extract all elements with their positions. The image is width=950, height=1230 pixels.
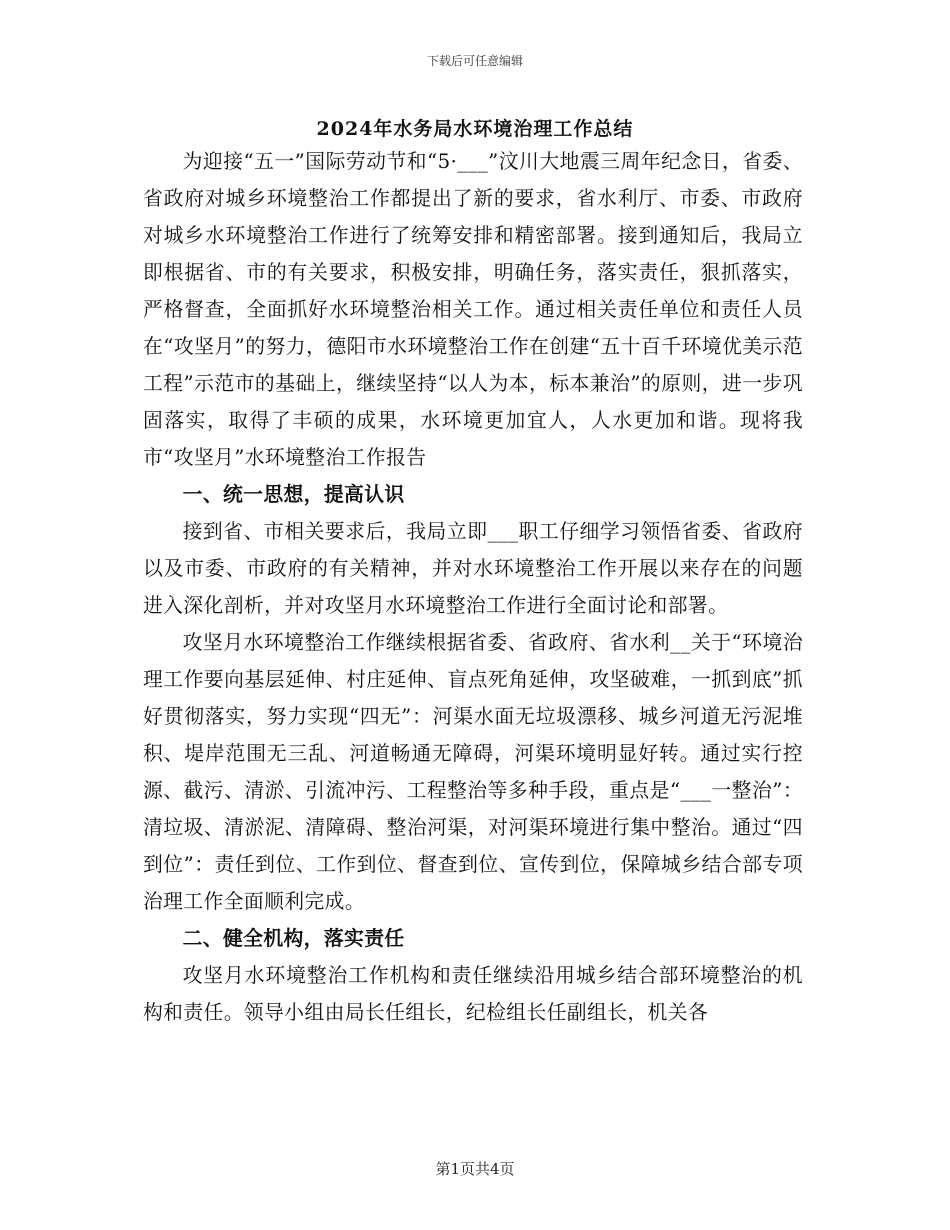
document-body [143, 143, 803, 1031]
section-heading-2: 二、健全机构，落实责任 [182, 926, 405, 950]
header-note: 下载后可任意编辑 [426, 54, 523, 68]
paragraph-intro: 为迎接“五一”国际劳动节和“5·___”汶川大地震三周年纪念日，省委、省政府对城乡环境整治工作都提出了新的要求，省水利厅、市委、市政府对城乡水环境整治工作进行了统筹安排和精密部署。接到通知后，我局立即根据省、市的有关要求，积极安排，明确任务，落实责任，狠抓落实，严格督查，全面抓好水环境整治相关工作。通过相关责任单位和责任人员在“攻坚月”的努力，德阳市水环境整治工作在创建“五十百千环境优美示范工程”示范市的基础上，继续坚持“以人为本，标本兼治”的原则，进一步巩固落实，取得了丰硕的成果，水环境更加宜人，人水更加和谐。现将我市“攻坚月”水环境整治工作报告 [143, 150, 803, 469]
document-title: 2024年水务局水环境治理工作总结 [316, 118, 634, 140]
paragraph-section1-b: 攻坚月水环境整治工作继续根据省委、省政府、省水利__关于“环境治理工作要向基层延伸、村庄延伸、盲点死角延伸，攻坚破难，一抓到底”抓好贯彻落实，努力实现“四无”：河渠水面无垃圾漂移、城乡河道无污泥堆积、堤岸范围无三乱、河道畅通无障碍，河渠环境明显好转。通过实行控源、截污、清淤、引流冲污、工程整治等多种手段，重点是“___一整治”：清垃圾、清淤泥、清障碍、整治河渠，对河渠环境进行集中整治。通过“四到位”：责任到位、工作到位、督查到位、宣传到位，保障城乡结合部专项治理工作全面顺利完成。 [143, 631, 803, 913]
paragraph-section2-a: 攻坚月水环境整治工作机构和责任继续沿用城乡结合部环境整治的机构和责任。领导小组由局长任组长，纪检组长任副组长，机关各 [143, 964, 803, 1024]
paragraph-section1-a: 接到省、市相关要求后，我局立即___职工仔细学习领悟省委、省政府以及市委、市政府的有关精神，并对水环境整治工作开展以来存在的问题进入深化剖析，并对攻坚月水环境整治工作进行全面讨论和部署。 [143, 520, 803, 617]
section-heading-1: 一、统一思想，提高认识 [182, 482, 405, 506]
page-footer: 第1页共4页 [435, 1160, 515, 1178]
